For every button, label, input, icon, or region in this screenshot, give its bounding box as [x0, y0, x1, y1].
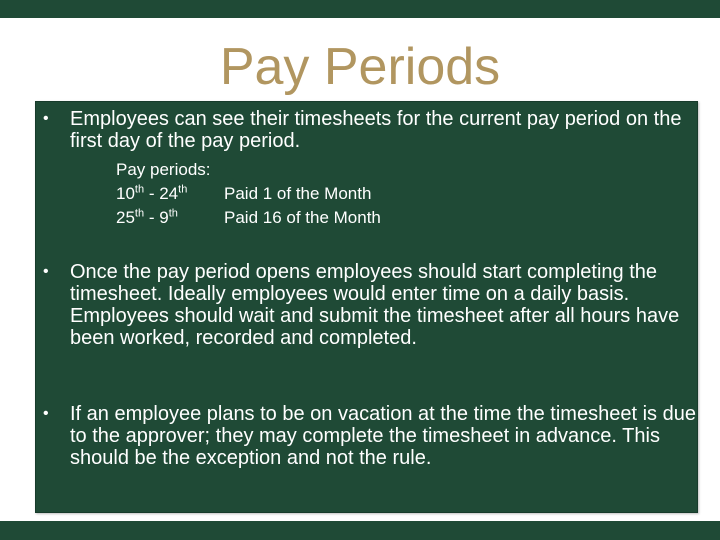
range-start: 10: [116, 184, 135, 203]
pay-date: Paid 1 of the Month: [224, 184, 372, 203]
range-separator: -: [144, 208, 160, 227]
bullet-marker: •: [43, 405, 49, 422]
pay-periods-heading: Pay periods:: [116, 160, 211, 179]
pay-period-range: [116, 206, 178, 230]
content-panel: [35, 101, 698, 513]
range-end-suffix: th: [168, 207, 178, 220]
range-end: 9: [159, 208, 169, 227]
bottom-accent-bar: [0, 521, 720, 540]
bullet-marker: •: [43, 263, 49, 280]
range-start: 25: [116, 208, 135, 227]
slide-title: Pay Periods: [219, 38, 501, 96]
range-separator: -: [144, 184, 160, 203]
bullet-text: Once the pay period opens employees should start completing the timesheet. Ideally employees would enter time on a daily basis. Employees should wait and submit the timesheet after all hours have been worked, recorded and completed.: [70, 261, 680, 349]
top-accent-bar: [0, 0, 720, 18]
bullet-marker: •: [43, 110, 49, 127]
range-end-suffix: th: [178, 183, 188, 196]
range-start-suffix: th: [134, 207, 145, 220]
pay-date: Paid 16 of the Month: [224, 208, 381, 227]
pay-period-range: [116, 182, 187, 206]
bullet-text: If an employee plans to be on vacation at the time the timesheet is due to the approver; they may complete the timesheet in advance. This should be the exception and not the rule.: [70, 403, 696, 469]
bullet-text: Employees can see their timesheets for the current pay period on the first day of the pay period.: [70, 108, 682, 152]
range-start-suffix: th: [134, 183, 145, 196]
range-end: 24: [159, 184, 179, 203]
